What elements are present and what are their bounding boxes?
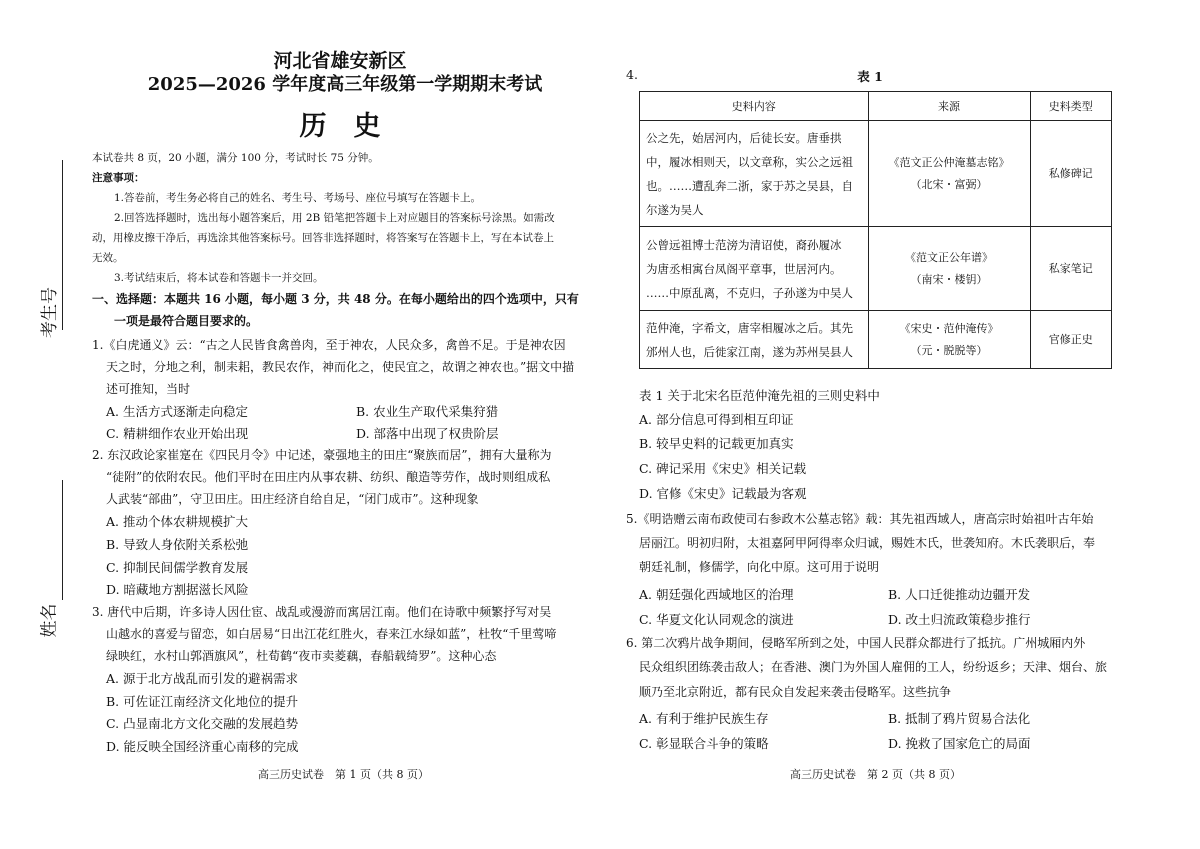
q1-option-b: B. 农业生产取代采集狩猎: [356, 404, 499, 419]
table-header-row: [640, 92, 1112, 121]
footer-page-1: 高三历史试卷 第 1 页（共 8 页）: [258, 768, 429, 781]
table-cell-type: 官修正史: [1030, 311, 1112, 369]
q5-option-a: A. 朝廷强化西域地区的治理: [639, 587, 794, 602]
q3-option-d: D. 能反映全国经济重心南移的完成: [106, 739, 299, 754]
q2-option-b: B. 导致人身依附关系松弛: [106, 537, 249, 552]
region-title: 河北省雄安新区: [273, 50, 407, 72]
q4-option-a: A. 部分信息可得到相互印证: [639, 412, 794, 427]
notice-item-2b: 动，用橡皮擦干净后，再选涂其他答案标号。回答非选择题时，将答案写在答题卡上，写在本试卷上: [92, 232, 554, 244]
table-row: [640, 121, 1112, 227]
table-cell-source: 《范文正公年谱》 （南宋・楼钥）: [868, 227, 1030, 311]
table-cell-content: 范仲淹，字希文，唐宰相履冰之后。其先 邠州人也，后徙家江南，遂为苏州吴县人: [640, 311, 869, 369]
name-label: 姓名: [39, 603, 60, 638]
table-cell-type: 私家笔记: [1030, 227, 1112, 311]
table-cell-source: 《宋史・范仲淹传》 （元・脱脱等）: [868, 311, 1030, 369]
exam-number-label: 考生号: [40, 287, 60, 338]
q2-option-d: D. 暗藏地方割据滋长风险: [106, 582, 249, 597]
table-header-source: 来源: [868, 92, 1030, 121]
q1-line-1: 1.《白虎通义》云：“古之人民皆食禽兽肉，至于神农，人民众多，禽兽不足。于是神农因: [92, 338, 566, 352]
q5-option-d: D. 改土归流政策稳步推行: [888, 612, 1031, 627]
table-header-content: 史料内容: [640, 92, 869, 121]
section-1-heading: 一、选择题：本题共 16 小题，每小题 3 分，共 48 分。在每小题给出的四个选项中，只有: [92, 292, 579, 306]
q4-option-d: D. 官修《宋史》记载最为客观: [639, 486, 807, 501]
q3-line-2: 山越水的喜爱与留恋，如白居易“日出江花红胜火，春来江水绿如蓝”，杜牧“千里莺啼: [106, 627, 557, 641]
q6-line-2: 民众组织团练袭击敌人；在香港、澳门为外国人雇佣的工人，纷纷返乡；天津、烟台、旅: [639, 660, 1108, 674]
table-cell-content: 公曾远祖博士范滂为清诏使，裔孙履冰 为唐丞相寓台凤阁平章事，世居河内。 ……中原乱离，不克归，子孙遂为中吴人: [640, 227, 869, 311]
q4-option-c: C. 碑记采用《宋史》相关记载: [639, 461, 807, 476]
notice-item-2c: 无效。: [92, 252, 124, 264]
q6-option-a: A. 有利于维护民族生存: [639, 711, 769, 726]
notice-title: 注意事项：: [92, 172, 145, 184]
notice-item-3: 3.考试结束后，将本试卷和答题卡一并交回。: [114, 272, 324, 284]
table-cell-type: 私修碑记: [1030, 121, 1112, 227]
exam-title: 2025—2026 学年度高三年级第一学期期末考试: [147, 74, 543, 95]
q2-option-c: C. 抑制民间儒学教育发展: [106, 560, 249, 575]
q6-option-c: C. 彰显联合斗争的策略: [639, 736, 769, 751]
table-header-type: 史料类型: [1030, 92, 1112, 121]
q5-option-b: B. 人口迁徙推动边疆开发: [888, 587, 1031, 602]
q3-option-a: A. 源于北方战乱而引发的避祸需求: [106, 671, 298, 686]
q2-line-3: 人武装“部曲”，守卫田庄。田庄经济自给自足，“闭门成市”。这种现象: [106, 492, 479, 506]
q5-line-3: 朝廷礼制，修儒学，向化中原。这可用于说明: [639, 560, 880, 574]
exam-intro: 本试卷共 8 页，20 小题，满分 100 分，考试时长 75 分钟。: [92, 152, 379, 164]
notice-item-1: 1.答卷前，考生务必将自己的姓名、考生号、考场号、座位号填写在答题卡上。: [114, 192, 482, 204]
table-title: 表 1: [857, 69, 883, 84]
q1-line-3: 述可推知，当时: [106, 382, 191, 396]
source-table: [639, 91, 1112, 369]
subject-title: 历 史: [299, 111, 381, 142]
q4-option-b: B. 较早史料的记载更加真实: [639, 436, 794, 451]
q3-line-1: 3. 唐代中后期，许多诗人因仕宦、战乱或漫游而寓居江南。他们在诗歌中频繁抒写对吴: [92, 605, 552, 619]
q4-number: 4.: [626, 67, 638, 82]
q6-line-1: 6. 第二次鸦片战争期间，侵略军所到之处，中国人民群众都进行了抵抗。广州城厢内外: [626, 636, 1086, 650]
section-1-heading-2: 一项是最符合题目要求的。: [114, 314, 259, 328]
q1-line-2: 天之时，分地之利，制耒耜，教民农作，神而化之，使民宜之，故谓之神农也。”据文中描: [106, 360, 575, 374]
q6-line-3: 顺乃至北京附近，都有民众自发起来袭击侵略军。这些抗争: [639, 685, 952, 699]
q4-stem: 表 1 关于北宋名臣范仲淹先祖的三则史料中: [639, 388, 880, 403]
table-cell-source: 《范文正公仲淹墓志铭》 （北宋・富弼）: [868, 121, 1030, 227]
q6-option-b: B. 抵制了鸦片贸易合法化: [888, 711, 1031, 726]
notice-item-2a: 2.回答选择题时，选出每小题答案后，用 2B 铅笔把答题卡上对应题目的答案标号涂黑。如需改: [114, 212, 555, 224]
q3-option-c: C. 凸显南北方文化交融的发展趋势: [106, 716, 299, 731]
q1-option-a: A. 生活方式逐渐走向稳定: [106, 404, 248, 419]
q5-line-1: 5.《明诰赠云南布政使司右参政木公墓志铭》载：其先祖西域人，唐高宗时始祖叶古年始: [626, 512, 1094, 526]
q2-option-a: A. 推动个体农耕规模扩大: [106, 514, 248, 529]
q5-line-2: 居丽江。明初归附，太祖嘉阿甲阿得率众归诚，赐姓木氏，世袭知府。木氏袭职后，奉: [639, 536, 1096, 550]
q2-line-1: 2. 东汉政论家崔寔在《四民月令》中记述，豪强地主的田庄“聚族而居”，拥有大量称为: [92, 448, 552, 462]
exam-number-line: [62, 160, 63, 330]
q5-option-c: C. 华夏文化认同观念的演进: [639, 612, 794, 627]
name-line: [62, 480, 63, 600]
q1-option-d: D. 部落中出现了权贵阶层: [356, 426, 499, 441]
q1-option-c: C. 精耕细作农业开始出现: [106, 426, 249, 441]
table-row: [640, 227, 1112, 311]
q6-option-d: D. 挽救了国家危亡的局面: [888, 736, 1031, 751]
q2-line-2: “徒附”的依附农民。他们平时在田庄内从事农耕、纺织、酿造等劳作，战时则组成私: [106, 470, 551, 484]
table-cell-content: 公之先，始居河内，后徒长安。唐垂拱 中，履冰相则天，以文章称，实公之远祖 也。……遭乱奔二浙，家于苏之吴县，自 尔遂为吴人: [640, 121, 869, 227]
footer-page-2: 高三历史试卷 第 2 页（共 8 页）: [790, 768, 961, 781]
table-row: [640, 311, 1112, 369]
q3-option-b: B. 可佐证江南经济文化地位的提升: [106, 694, 299, 709]
q3-line-3: 绿映红，水村山郭酒旗风”，杜荀鹤“夜市卖菱藕，春船载绮罗”。这种心态: [106, 649, 497, 663]
